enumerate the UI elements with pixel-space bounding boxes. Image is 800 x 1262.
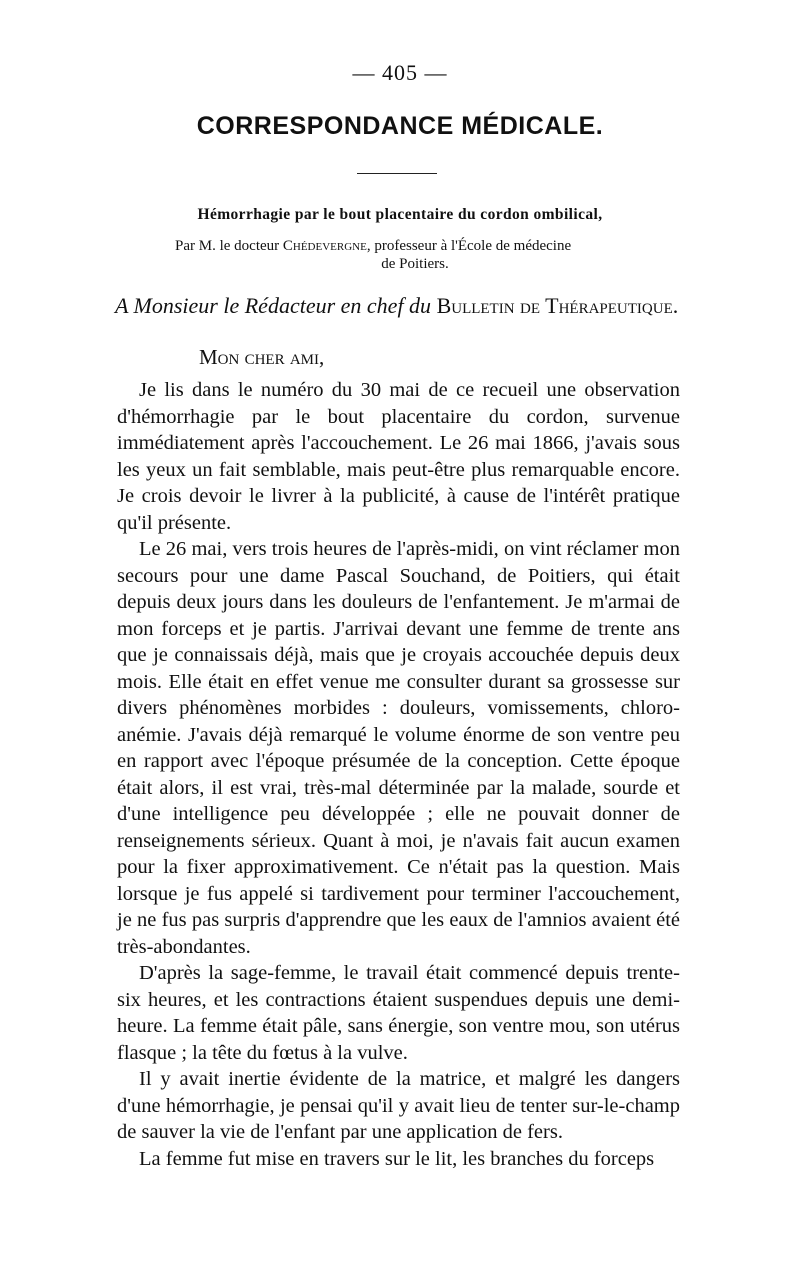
byline-author: Chédevergne [282, 238, 367, 254]
byline [175, 237, 655, 273]
address-journal: Bulletin de Thérapeutique. [436, 293, 679, 318]
letter-address [115, 293, 680, 319]
page-number: — 405 — [352, 60, 448, 85]
section-title: CORRESPONDANCE MÉDICALE. [196, 112, 604, 140]
article-title: Hémorrhagie par le bout placentaire du cordon ombilical, [197, 206, 603, 223]
address-recipient: A Monsieur le Rédacteur en chef du [115, 293, 437, 318]
paragraph: D'après la sage-femme, le travail était commencé depuis trente-six heures, et les contractions étaient suspendues depuis une demi-heure. La femme était pâle, sans énergie, son ventre mou, son utérus flasque ; la tête du fœtus à la vulve. [117, 962, 680, 1064]
byline-prefix: Par M. le docteur [175, 238, 283, 254]
byline-suffix: , professeur à l'École de médecine [366, 238, 572, 254]
paragraph: Le 26 mai, vers trois heures de l'après-midi, on vint réclamer mon secours pour une dame Pascal Souchand, de Poitiers, qui était depuis deux jours dans les douleurs de l'enfantement. Je m'armai de mon forceps et je partis. J'arrivai devant une femme de trente ans que je connaissais déjà, mais que je croyais accouchée depuis deux mois. Elle était en effet venue me consulter durant sa grossesse sur divers phénomènes morbides : douleurs, vomissements, chloro-anémie. J'avais déjà remarqué le volume énorme de son ventre peu en rapport avec l'époque présumée de la conception. Cette époque était alors, il est vrai, très-mal déterminée par la malade, sourde et d'une intelligence peu développée ; elle ne pouvait donner de renseignements sérieux. Quant à moi, je n'avais fait aucun examen pour la fixer approximativement. Ce n'était pas la question. Mais lorsque je fus appelé si tardivement pour terminer l'accouchement, je ne fus pas surpris d'apprendre que les eaux de l'amnios avaient été très-abondantes. [117, 538, 680, 958]
salutation: Mon cher ami, [199, 345, 325, 369]
paragraph: Il y avait inertie évidente de la matrice, et malgré les dangers d'une hémorrhagie, je pensai qu'il y avait lieu de tenter sur-le-champ de sauver la vie de l'enfant par une application de fers. [117, 1068, 680, 1143]
paragraph: La femme fut mise en travers sur le lit, les branches du forceps [139, 1147, 655, 1170]
letter-body [117, 377, 680, 1172]
title-divider [357, 173, 437, 174]
byline-continuation: de Poitiers. [381, 256, 449, 272]
paragraph: Je lis dans le numéro du 30 mai de ce recueil une observation d'hémorrhagie par le bout placentaire du cordon, survenue immédiatement après l'accouchement. Le 26 mai 1866, j'avais sous les yeux un fait semblable, mais peut-être plus remarquable encore. Je crois devoir le livrer à la publicité, à cause de l'intérêt pratique qu'il présente. [117, 379, 680, 534]
